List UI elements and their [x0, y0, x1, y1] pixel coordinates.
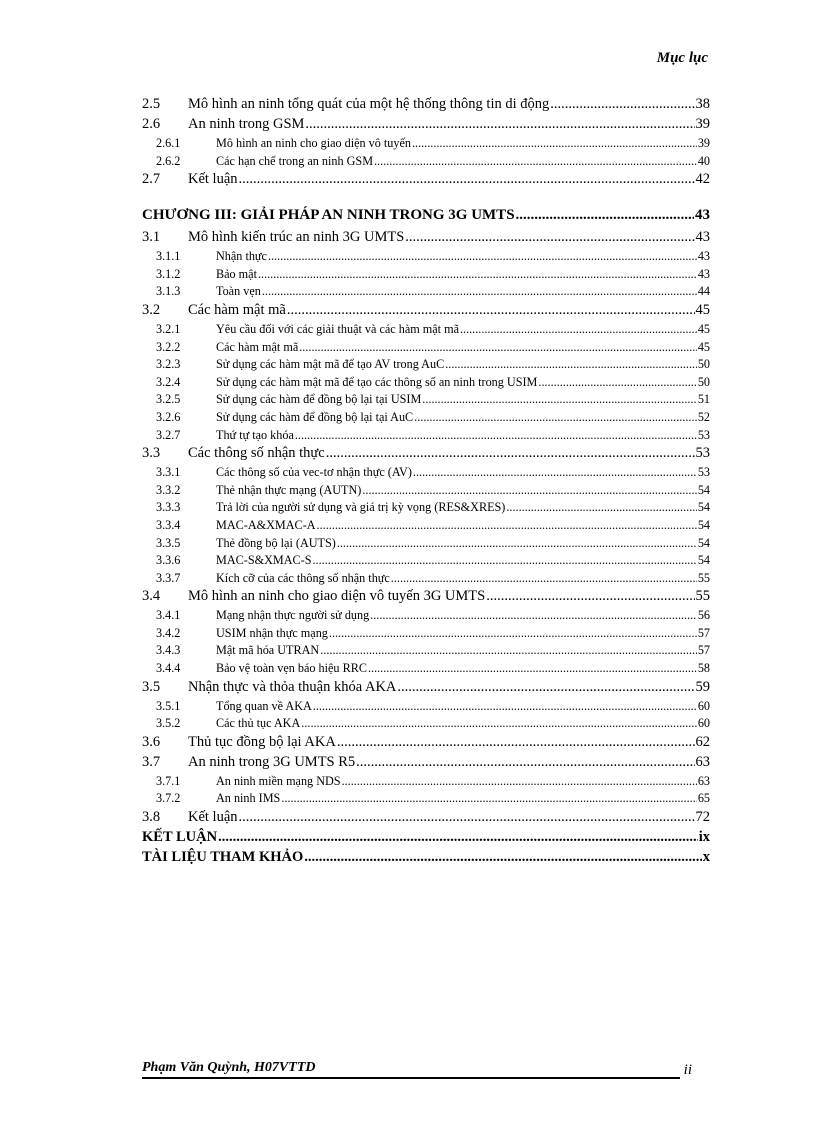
toc-entry-page: 42	[695, 171, 710, 188]
toc-subsection-entry	[142, 340, 710, 358]
toc-entry-number: 3.4	[142, 588, 161, 605]
toc-entry-page: 65	[697, 791, 710, 806]
toc-entry-page: 44	[697, 284, 710, 299]
toc-leader-dots	[299, 340, 697, 355]
toc-leader-dots	[486, 588, 694, 605]
toc-top-section	[142, 96, 710, 191]
toc-subsection-entry	[142, 136, 710, 154]
toc-entry-page: 38	[695, 96, 710, 112]
toc-entry-number: 2.6.2	[156, 153, 181, 168]
toc-entry-number: 3.2.2	[156, 339, 181, 354]
toc-leader-dots	[506, 500, 696, 515]
toc-entry-number: 3.5.2	[156, 716, 181, 731]
toc-entry-number: 3.3.7	[156, 570, 181, 585]
toc-leader-dots	[342, 774, 697, 789]
footer-author: Phạm Văn Quỳnh, H07VTTD	[142, 1060, 316, 1075]
toc-leader-dots	[295, 428, 697, 443]
toc-entry-title: Mạng nhận thực người sử dụng	[216, 608, 370, 623]
page-header-title: Mục lục	[656, 50, 708, 66]
toc-entry-title: An ninh trong GSM	[188, 116, 305, 132]
toc-leader-dots	[317, 518, 697, 533]
toc-entry-number: 3.2.4	[156, 374, 181, 389]
toc-subsection-entry	[142, 357, 710, 375]
toc-entry-title: Kết luận	[188, 171, 238, 188]
toc-entry-page: 39	[695, 116, 710, 132]
toc-entry-page: ix	[698, 829, 710, 846]
toc-chapter-page: 43	[695, 207, 710, 224]
toc-entry-title: Các hàm mật mã	[216, 339, 299, 354]
toc-entry-title: Sử dụng các hàm mật mã để tạo AV trong AuC	[216, 357, 445, 372]
toc-entry-title: Kích cỡ của các thông số nhận thực	[216, 570, 390, 585]
toc-entry-page: 45	[695, 301, 710, 318]
toc-subsection-entry	[142, 518, 710, 536]
toc-leader-dots	[301, 716, 697, 731]
toc-section-entry	[142, 734, 710, 754]
table-of-contents	[142, 96, 710, 869]
toc-entry-title: Các thông số của vec-tơ nhận thực (AV)	[216, 465, 412, 480]
toc-leader-dots	[326, 445, 695, 462]
toc-entry-number: 3.2.5	[156, 392, 181, 407]
toc-entry-number: 3.8	[142, 809, 161, 826]
toc-subsection-entry	[142, 267, 710, 285]
toc-section-entry	[142, 171, 710, 191]
toc-leader-dots	[362, 483, 696, 498]
toc-entry-page: 60	[697, 716, 710, 731]
toc-entry-page: 55	[695, 588, 710, 605]
toc-leader-dots	[218, 829, 698, 846]
toc-entry-title: TÀI LIỆU THAM KHẢO	[142, 849, 304, 866]
toc-subsection-entry	[142, 483, 710, 501]
toc-entry-title: Sử dụng các hàm mật mã để tạo các thông số an ninh trong USIM	[216, 374, 538, 389]
toc-entry-number: 3.1.2	[156, 266, 181, 281]
toc-entry-page: 39	[697, 136, 710, 150]
toc-subsection-entry	[142, 716, 710, 734]
toc-section-entry	[142, 445, 710, 465]
toc-section-entry	[142, 229, 710, 249]
toc-entry-page: 63	[695, 753, 710, 770]
toc-entry-number: 3.5.1	[156, 698, 181, 713]
toc-entry-page: x	[702, 849, 710, 866]
toc-subsection-entry	[142, 571, 710, 589]
toc-entry-page: 56	[697, 608, 710, 623]
toc-subsection-entry	[142, 410, 710, 428]
toc-gap	[142, 191, 710, 207]
toc-leader-dots	[370, 608, 697, 623]
toc-entry-page: 54	[697, 553, 710, 568]
toc-leader-dots	[305, 116, 694, 133]
toc-entry-page: 43	[697, 266, 710, 281]
toc-entry-number: 3.1.3	[156, 284, 181, 299]
footer-page-number: ii	[683, 1062, 692, 1078]
toc-entry-page: 54	[697, 482, 710, 497]
toc-entry-title: Thẻ đồng bộ lại (AUTS)	[216, 535, 336, 550]
toc-entry-page: 53	[697, 465, 710, 480]
toc-entry-number: 3.4.4	[156, 661, 181, 676]
toc-entry-number: 3.1	[142, 229, 161, 246]
toc-entry-page: 57	[697, 625, 710, 640]
toc-entry-title: Bảo mật	[216, 266, 257, 281]
toc-entry-number: 3.7	[142, 753, 161, 770]
toc-section-entry	[142, 302, 710, 322]
toc-entry-number: 3.2	[142, 301, 161, 318]
toc-leader-dots	[460, 322, 697, 337]
toc-entry-number: 3.3.3	[156, 500, 181, 515]
toc-entry-number: 3.4.3	[156, 643, 181, 658]
toc-entry-page: 50	[697, 357, 710, 372]
toc-entry-page: 54	[697, 500, 710, 515]
toc-subsection-entry	[142, 643, 710, 661]
toc-leader-dots	[391, 571, 697, 586]
toc-entry-number: 3.2.6	[156, 409, 181, 424]
toc-leader-dots	[550, 96, 694, 113]
toc-entry-title: Các thông số nhận thực	[188, 445, 325, 462]
toc-entry-page: 60	[697, 698, 710, 713]
toc-leader-dots	[413, 465, 697, 480]
toc-entry-page: 43	[697, 249, 710, 264]
toc-entry-title: USIM nhận thực mạng	[216, 625, 328, 640]
toc-entry-page: 62	[695, 733, 710, 750]
toc-entry-title: Tổng quan về AKA	[216, 698, 312, 713]
toc-entry-number: 3.3.2	[156, 482, 181, 497]
toc-leader-dots	[337, 536, 697, 551]
toc-subsection-entry	[142, 553, 710, 571]
toc-entry-number: 3.3.5	[156, 535, 181, 550]
toc-entry-number: 3.2.7	[156, 427, 181, 442]
toc-subsection-entry	[142, 661, 710, 679]
toc-subsection-entry	[142, 536, 710, 554]
toc-entry-number: 3.4.1	[156, 608, 181, 623]
toc-section-entry	[142, 96, 710, 116]
toc-section-entry	[142, 116, 710, 136]
toc-subsection-entry	[142, 284, 710, 302]
toc-entry-number: 3.7.1	[156, 773, 181, 788]
toc-entry-title: Mô hình an ninh tổng quát của một hệ thống thông tin di động	[188, 96, 550, 112]
toc-leader-dots	[329, 626, 697, 641]
toc-entry-page: 57	[697, 643, 710, 658]
toc-leader-dots	[258, 267, 697, 282]
toc-leader-dots	[239, 809, 695, 826]
toc-entry-title: Bảo vệ toàn vẹn báo hiệu RRC	[216, 661, 367, 676]
toc-subsection-entry	[142, 375, 710, 393]
toc-entry-title: Các thủ tục AKA	[216, 716, 301, 731]
toc-subsection-entry	[142, 392, 710, 410]
footer-rule	[142, 1077, 680, 1079]
toc-entry-title: Nhận thực và thỏa thuận khóa AKA	[188, 678, 397, 695]
toc-entry-number: 3.4.2	[156, 625, 181, 640]
toc-entry-title: Sử dụng các hàm để đồng bộ lại tại USIM	[216, 392, 422, 407]
toc-chapter-title: CHƯƠNG III: GIẢI PHÁP AN NINH TRONG 3G UMTS	[142, 207, 515, 224]
toc-entry-title: MAC-S&XMAC-S	[216, 553, 312, 568]
toc-section-entry	[142, 754, 710, 774]
toc-entry-number: 2.7	[142, 171, 161, 188]
toc-entry-page: 59	[695, 678, 710, 695]
toc-subsection-entry	[142, 428, 710, 446]
toc-subsection-entry	[142, 626, 710, 644]
toc-entry-title: Mô hình an ninh cho giao diện vô tuyến	[216, 136, 411, 150]
toc-entry-page: 54	[697, 517, 710, 532]
toc-section-entry	[142, 679, 710, 699]
toc-entry-page: 53	[695, 445, 710, 462]
toc-entry-title: An ninh IMS	[216, 791, 281, 806]
toc-section-entry	[142, 588, 710, 608]
toc-chapter-heading	[142, 207, 710, 229]
toc-entry-page: 51	[697, 392, 710, 407]
toc-leader-dots	[397, 679, 694, 696]
toc-leader-dots	[281, 791, 696, 806]
toc-leader-dots	[337, 734, 695, 751]
toc-entry-number: 2.6	[142, 116, 161, 132]
toc-leader-dots	[374, 154, 697, 169]
toc-entry-page: 40	[697, 153, 710, 168]
toc-entry-title: Các hàm mật mã	[188, 301, 286, 318]
toc-entry-title: MAC-A&XMAC-A	[216, 517, 316, 532]
toc-entry-page: 45	[697, 321, 710, 336]
toc-subsection-entry	[142, 249, 710, 267]
toc-leader-dots	[368, 661, 697, 676]
toc-leader-dots	[262, 284, 697, 299]
toc-entry-page: 50	[697, 374, 710, 389]
toc-leader-dots	[516, 207, 694, 224]
toc-leader-dots	[412, 136, 697, 151]
toc-subsection-entry	[142, 154, 710, 172]
toc-entry-number: 3.3.6	[156, 553, 181, 568]
toc-subsection-entry	[142, 774, 710, 792]
toc-subsection-entry	[142, 322, 710, 340]
toc-entry-title: Yêu cầu đối với các giải thuật và các hàm mật mã	[216, 321, 459, 336]
toc-leader-dots	[405, 229, 694, 246]
toc-entry-title: Thứ tự tạo khóa	[216, 427, 294, 442]
toc-entry-page: 45	[697, 339, 710, 354]
toc-section-entry	[142, 809, 710, 829]
toc-end-entry	[142, 829, 710, 849]
toc-entry-number: 3.5	[142, 678, 161, 695]
toc-chapter-section	[142, 229, 710, 829]
toc-subsection-entry	[142, 500, 710, 518]
toc-leader-dots	[445, 357, 697, 372]
toc-entry-title: An ninh trong 3G UMTS R5	[188, 753, 356, 770]
toc-entry-page: 72	[695, 809, 710, 826]
toc-entry-number: 3.1.1	[156, 249, 181, 264]
toc-entry-number: 3.3.1	[156, 465, 181, 480]
toc-leader-dots	[268, 249, 697, 264]
toc-entry-title: Mô hình an ninh cho giao diện vô tuyến 3G UMTS	[188, 588, 486, 605]
toc-entry-title: Trả lời của người sử dụng và giá trị kỳ vọng (RES&XRES)	[216, 500, 506, 515]
toc-entry-page: 43	[695, 229, 710, 246]
toc-entry-title: An ninh miền mạng NDS	[216, 773, 341, 788]
toc-entry-number: 2.6.1	[156, 136, 181, 150]
toc-entry-title: Sử dụng các hàm để đồng bộ lại tại AuC	[216, 409, 414, 424]
toc-entry-page: 52	[697, 409, 710, 424]
toc-entry-page: 55	[697, 570, 710, 585]
toc-end-section	[142, 829, 710, 869]
toc-entry-number: 3.7.2	[156, 791, 181, 806]
toc-subsection-entry	[142, 608, 710, 626]
toc-entry-page: 63	[697, 773, 710, 788]
toc-entry-title: Kết luận	[188, 809, 238, 826]
toc-entry-number: 3.2.1	[156, 321, 181, 336]
toc-entry-title: Thủ tục đồng bộ lại AKA	[188, 733, 336, 750]
toc-entry-title: KẾT LUẬN	[142, 829, 218, 846]
toc-entry-number: 2.5	[142, 96, 161, 112]
toc-entry-title: Mật mã hóa UTRAN	[216, 643, 320, 658]
toc-leader-dots	[356, 754, 694, 771]
toc-entry-page: 53	[697, 427, 710, 442]
toc-leader-dots	[422, 392, 697, 407]
page-footer	[142, 1060, 710, 1080]
toc-entry-title: Mô hình kiến trúc an ninh 3G UMTS	[188, 229, 405, 246]
toc-leader-dots	[287, 302, 695, 319]
toc-end-entry	[142, 849, 710, 869]
toc-subsection-entry	[142, 791, 710, 809]
toc-leader-dots	[538, 375, 696, 390]
toc-entry-number: 3.3	[142, 445, 161, 462]
toc-leader-dots	[239, 171, 695, 188]
toc-entry-page: 58	[697, 661, 710, 676]
toc-entry-number: 3.2.3	[156, 357, 181, 372]
toc-leader-dots	[313, 553, 697, 568]
toc-entry-title: Toàn vẹn	[216, 284, 261, 299]
toc-entry-title: Các hạn chế trong an ninh GSM	[216, 153, 374, 168]
toc-entry-number: 3.6	[142, 733, 161, 750]
toc-entry-number: 3.3.4	[156, 517, 181, 532]
toc-subsection-entry	[142, 699, 710, 717]
toc-leader-dots	[320, 643, 697, 658]
toc-entry-title: Thẻ nhận thực mạng (AUTN)	[216, 482, 362, 497]
toc-subsection-entry	[142, 465, 710, 483]
toc-leader-dots	[304, 849, 701, 866]
toc-entry-title: Nhận thực	[216, 249, 267, 264]
toc-leader-dots	[414, 410, 697, 425]
toc-leader-dots	[313, 699, 697, 714]
toc-entry-page: 54	[697, 535, 710, 550]
